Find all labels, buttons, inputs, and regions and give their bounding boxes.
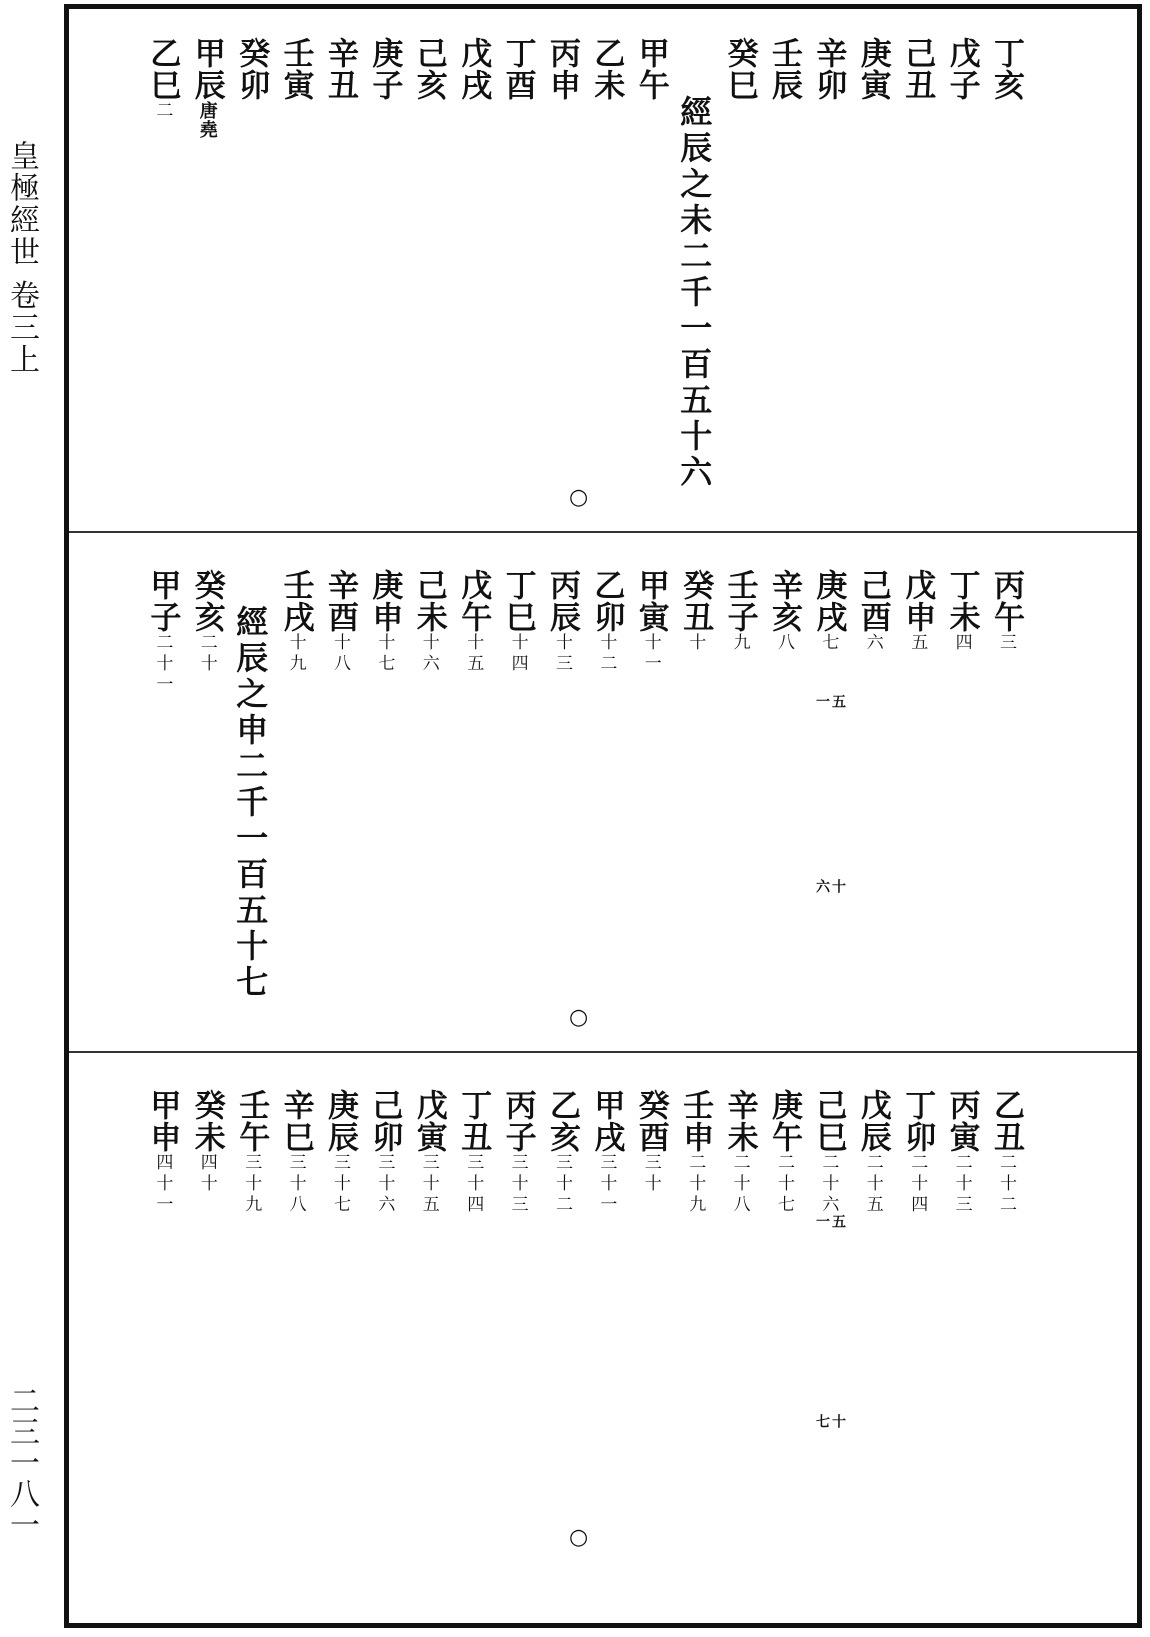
reign-year-number: 十九: [285, 633, 306, 675]
reign-year-number: 三十四: [463, 1153, 484, 1216]
year-entry: [367, 569, 401, 675]
reign-year-number: 二十七: [774, 1153, 794, 1216]
cyclical-year: 丙子: [499, 1089, 536, 1153]
marginal-note: 五一: [814, 1214, 846, 1228]
cyclical-year: 乙巳: [144, 37, 181, 101]
year-entry: [501, 569, 535, 675]
year-entry: [145, 569, 179, 696]
reign-year-number: 二: [152, 101, 173, 122]
year-entry: [545, 569, 579, 675]
ruler-note: 唐堯: [196, 101, 218, 139]
reign-year-number: 八: [774, 633, 794, 654]
cyclical-year: 甲子: [144, 569, 181, 633]
cyclical-year: 癸巳: [721, 37, 758, 101]
cyclical-year: 丙午: [988, 569, 1024, 633]
year-entry: [145, 1089, 179, 1216]
year-entry: [634, 569, 668, 675]
year-entry: [501, 1089, 535, 1216]
cyclical-year: 辛巳: [277, 1089, 314, 1153]
cyclical-year: 丁卯: [899, 1089, 936, 1153]
reign-year-number: 二十六: [818, 1153, 839, 1216]
cyclical-year: 甲辰: [188, 37, 225, 101]
reign-year-number: 三十六: [374, 1153, 395, 1216]
year-entry: [145, 37, 179, 122]
reign-year-number: 三十一: [596, 1153, 617, 1216]
reign-year-number: 十七: [374, 633, 395, 675]
section-end-circle: ○: [569, 485, 589, 510]
cyclical-year: 己酉: [854, 569, 891, 633]
cyclical-year: 丙申: [544, 37, 580, 101]
reign-year-number: 十三: [552, 633, 572, 675]
section-divider: [69, 1051, 1137, 1053]
reign-year-number: 十二: [596, 633, 617, 675]
year-entry: [767, 1089, 801, 1216]
cyclical-year: 癸卯: [233, 37, 270, 101]
year-entry: [412, 1089, 446, 1216]
marginal-note: 十七: [814, 1414, 846, 1428]
year-entry: [589, 37, 623, 101]
year-entry: [367, 1089, 401, 1216]
cyclical-year: 丁未: [943, 569, 980, 633]
year-entry: [456, 37, 490, 101]
year-entry: [279, 1089, 313, 1216]
cyclical-year: 辛亥: [766, 569, 802, 633]
cyclical-year: 庚子: [366, 37, 403, 101]
cyclical-year: 庚辰: [322, 1089, 358, 1153]
reign-year-number: 十: [685, 633, 706, 654]
reign-year-number: 二十二: [996, 1153, 1016, 1216]
cyclical-year: 戊申: [899, 569, 936, 633]
cyclical-year: 己未: [410, 569, 447, 633]
cyclical-year: 甲戌: [588, 1089, 625, 1153]
year-entry: [945, 1089, 979, 1216]
cyclical-year: 乙亥: [544, 1089, 580, 1153]
cyclical-year: 丁巳: [499, 569, 536, 633]
year-entry: [545, 37, 579, 101]
year-entry: [367, 37, 401, 101]
year-entry: [456, 1089, 490, 1216]
reign-year-number: 二十八: [729, 1153, 750, 1216]
year-entry: [989, 569, 1023, 654]
marginal-note: 十六: [814, 879, 846, 893]
reign-year-number: 十四: [507, 633, 528, 675]
section-heading: 經辰之申二千一百五十七: [231, 605, 270, 1001]
year-entry: [678, 569, 712, 654]
cyclical-year: 戊午: [455, 569, 492, 633]
year-entry: [634, 1089, 668, 1195]
cyclical-year: 丙辰: [544, 569, 580, 633]
reign-year-number: 四: [951, 633, 972, 654]
reign-year-number: 六: [862, 633, 883, 654]
year-entry: [190, 37, 224, 139]
cyclical-year: 丁亥: [988, 37, 1024, 101]
reign-year-number: 十八: [330, 633, 350, 675]
cyclical-year: 甲午: [632, 37, 669, 101]
section-heading: 經辰之未二千一百五十六: [675, 95, 714, 491]
year-entry: [589, 569, 623, 675]
reign-year-number: 二十三: [951, 1153, 972, 1216]
reign-year-number: 二十五: [862, 1153, 883, 1216]
year-entry: [723, 1089, 757, 1216]
cyclical-year: 壬戌: [277, 569, 314, 633]
year-entry: [412, 37, 446, 101]
year-entry: [634, 37, 668, 101]
reign-year-number: 三十二: [552, 1153, 572, 1216]
reign-year-number: 十六: [418, 633, 439, 675]
cyclical-year: 辛卯: [810, 37, 847, 101]
year-entry: [723, 569, 757, 654]
year-entry: [856, 1089, 890, 1216]
reign-year-number: 三十三: [507, 1153, 528, 1216]
cyclical-year: 癸丑: [677, 569, 714, 633]
cyclical-year: 庚申: [366, 569, 403, 633]
cyclical-year: 癸亥: [188, 569, 225, 633]
year-entry: [900, 569, 934, 654]
year-entry: [723, 37, 757, 101]
cyclical-year: 庚寅: [854, 37, 891, 101]
reign-year-number: 三十: [640, 1153, 661, 1195]
cyclical-year: 乙卯: [588, 569, 625, 633]
year-entry: [501, 37, 535, 101]
year-entry: [456, 569, 490, 675]
year-entry: [589, 1089, 623, 1216]
reign-year-number: 二十九: [685, 1153, 706, 1216]
cyclical-year: 己巳: [810, 1089, 847, 1153]
reign-year-number: 九: [729, 633, 750, 654]
reign-year-number: 三: [996, 633, 1016, 654]
reign-year-number: 十一: [640, 633, 661, 675]
year-entry: [767, 569, 801, 654]
year-entry: [678, 1089, 712, 1216]
cyclical-year: 壬申: [677, 1089, 714, 1153]
year-entry: [989, 37, 1023, 101]
cyclical-year: 己丑: [899, 37, 936, 101]
year-entry: [412, 569, 446, 675]
year-entry: [279, 569, 313, 675]
margin-book-title: 皇極經世 卷三上: [4, 140, 39, 376]
year-entry: [323, 37, 357, 101]
cyclical-year: 癸未: [188, 1089, 225, 1153]
year-entry: [811, 37, 845, 101]
reign-year-number: 十五: [463, 633, 484, 675]
cyclical-year: 庚戌: [810, 569, 847, 633]
cyclical-year: 辛酉: [322, 569, 358, 633]
cyclical-year: 丙寅: [943, 1089, 980, 1153]
cyclical-year: 乙丑: [988, 1089, 1024, 1153]
cyclical-year: 庚午: [766, 1089, 802, 1153]
reign-year-number: 三十五: [418, 1153, 439, 1216]
reign-year-number: 四十: [196, 1153, 217, 1195]
cyclical-year: 壬午: [233, 1089, 270, 1153]
year-entry: [323, 1089, 357, 1216]
reign-year-number: 二十: [196, 633, 217, 675]
year-entry: [856, 37, 890, 101]
year-entry: [945, 569, 979, 654]
page-frame: [64, 4, 1142, 1628]
margin-page-number: 二三一八一: [4, 1385, 39, 1540]
year-entry: [900, 1089, 934, 1216]
reign-year-number: 三十八: [285, 1153, 306, 1216]
cyclical-year: 戊戌: [455, 37, 492, 101]
cyclical-year: 乙未: [588, 37, 625, 101]
year-entry: [323, 569, 357, 675]
reign-year-number: 五: [907, 633, 928, 654]
year-entry: [989, 1089, 1023, 1216]
cyclical-year: 丁丑: [455, 1089, 492, 1153]
cyclical-year: 己卯: [366, 1089, 403, 1153]
year-entry: [767, 37, 801, 101]
cyclical-year: 戊寅: [410, 1089, 447, 1153]
section-end-circle: ○: [569, 1525, 589, 1550]
cyclical-year: 丁酉: [499, 37, 536, 101]
year-entry: [900, 37, 934, 101]
year-entry: [811, 569, 845, 654]
year-entry: [190, 1089, 224, 1195]
year-entry: [234, 37, 268, 101]
year-entry: [190, 569, 224, 675]
section-end-circle: ○: [569, 1005, 589, 1030]
cyclical-year: 甲申: [144, 1089, 181, 1153]
year-entry: [856, 569, 890, 654]
marginal-note: 五一: [814, 694, 846, 708]
cyclical-year: 壬子: [721, 569, 758, 633]
reign-year-number: 三十七: [330, 1153, 350, 1216]
reign-year-number: 二十四: [907, 1153, 928, 1216]
cyclical-year: 戊子: [943, 37, 980, 101]
reign-year-number: 四十一: [152, 1153, 173, 1216]
cyclical-year: 壬辰: [766, 37, 802, 101]
cyclical-year: 辛未: [721, 1089, 758, 1153]
year-entry: [545, 1089, 579, 1216]
cyclical-year: 辛丑: [322, 37, 358, 101]
year-entry: [811, 1089, 845, 1216]
year-entry: [945, 37, 979, 101]
cyclical-year: 壬寅: [277, 37, 314, 101]
cyclical-year: 己亥: [410, 37, 447, 101]
cyclical-year: 甲寅: [632, 569, 669, 633]
year-entry: [279, 37, 313, 101]
reign-year-number: 二十一: [152, 633, 173, 696]
cyclical-year: 戊辰: [854, 1089, 891, 1153]
year-entry: [234, 1089, 268, 1216]
section-divider: [69, 531, 1137, 533]
cyclical-year: 癸酉: [632, 1089, 669, 1153]
reign-year-number: 三十九: [241, 1153, 262, 1216]
reign-year-number: 七: [818, 633, 839, 654]
